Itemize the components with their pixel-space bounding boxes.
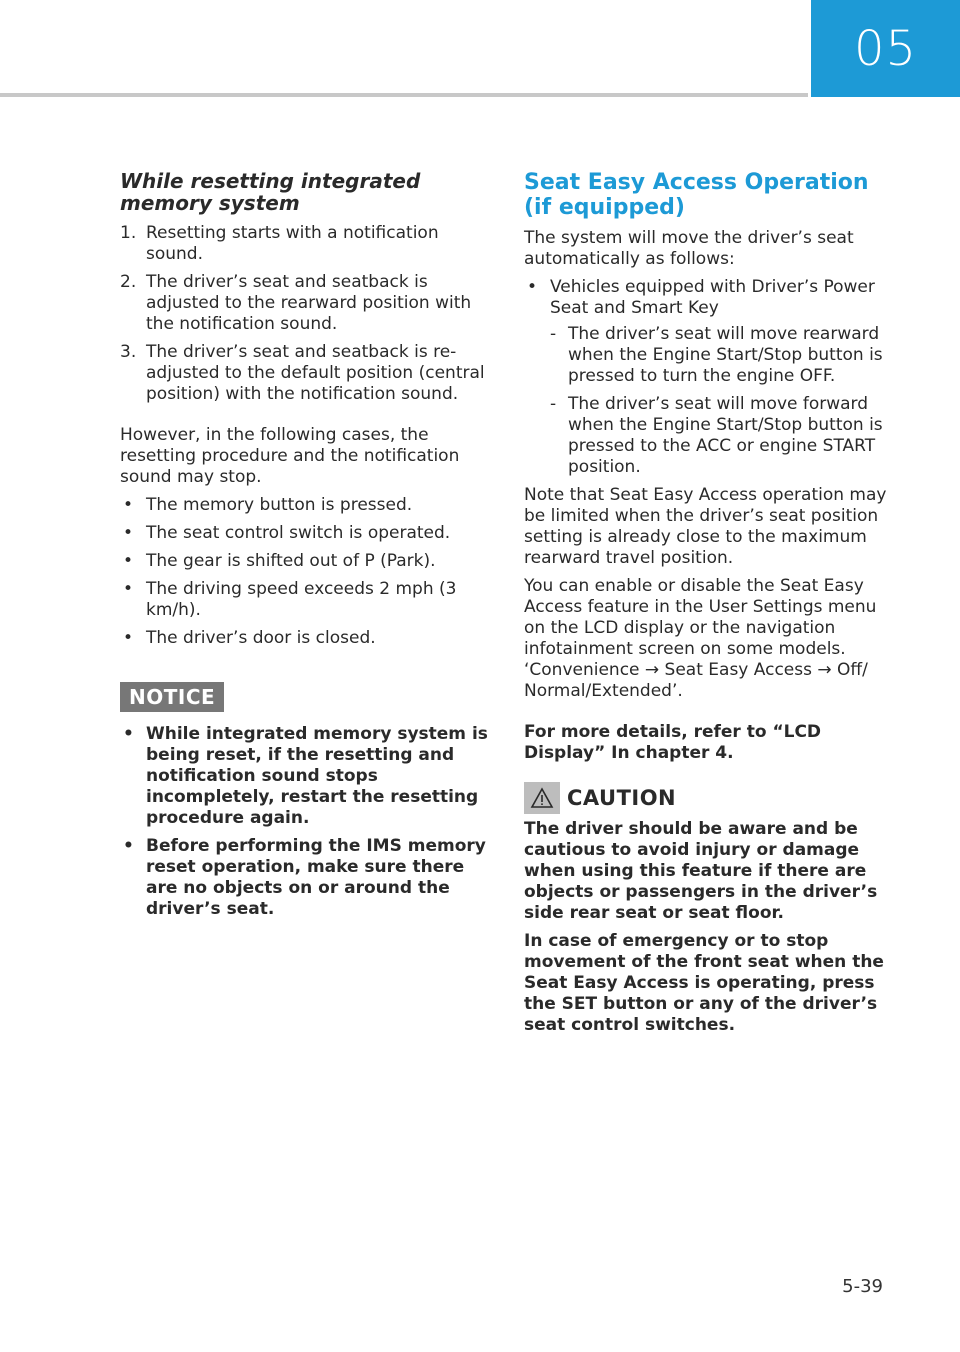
list-item: • Before performing the IMS memory reset operation, make sure there are no objects on or around the driver’s seat.: [123, 836, 486, 919]
step-text: The driver’s seat and seatback is adjusted to the rearward position with the notification sound.: [146, 272, 472, 334]
bullet-icon: •: [123, 836, 134, 856]
step-text: Resetting starts with a notification sound.: [146, 223, 439, 264]
list-item: • Vehicles equipped with Driver’s Power Seat and Smart Key - The driver’s seat will move rearward when the Engine Start/Stop button is pressed to turn the engine OFF. - The driver’s seat will move forward when the Engine Start/Stop button is pressed to the ACC or engine START position.: [524, 277, 892, 478]
reset-steps-list: [120, 223, 488, 405]
bullet-icon: •: [123, 551, 134, 571]
list-item: • The driver’s door is closed.: [123, 628, 376, 648]
caution-title: CAUTION: [567, 786, 677, 810]
bullet-icon: •: [123, 724, 134, 744]
easy-access-sublist: [550, 324, 892, 478]
list-item: - The driver’s seat will move forward when the Engine Start/Stop button is pressed to the ACC or engine START position.: [550, 394, 883, 477]
right-column: [524, 170, 892, 1043]
header-rule: [0, 93, 808, 97]
chapter-tab: 05: [811, 0, 960, 97]
bullet-icon: •: [123, 523, 134, 543]
lcd-display-reference: For more details, refer to “LCD Display” In chapter 4.: [524, 722, 822, 763]
stop-cases-intro: However, in the following cases, the resetting procedure and the notification sound may stop.: [120, 425, 460, 487]
caution-paragraph: In case of emergency or to stop movement of the front seat when the Seat Easy Access is operating, press the SET button or any of the driver’s seat control switches.: [524, 931, 884, 1035]
dash-icon: -: [550, 324, 557, 344]
list-item: • While integrated memory system is being reset, if the resetting and notification sound stops incompletely, restart the resetting procedure again.: [123, 724, 488, 828]
bullet-icon: •: [123, 495, 134, 515]
bullet-icon: •: [123, 628, 134, 648]
caution-paragraph: The driver should be aware and be cautious to avoid injury or damage when using this feature if there are objects or passengers in the driver’s side rear seat or seat floor.: [524, 819, 878, 923]
warning-triangle-icon: [524, 782, 560, 814]
easy-access-note: Note that Seat Easy Access operation may be limited when the driver’s seat position setting is already close to the maximum rearward travel position.: [524, 485, 887, 568]
list-item: • The memory button is pressed.: [123, 495, 413, 515]
stop-cases-list: [120, 495, 488, 649]
list-item: • The driving speed exceeds 2 mph (3 km/h).: [123, 579, 457, 620]
list-item: [120, 342, 488, 405]
easy-access-intro: The system will move the driver’s seat automatically as follows:: [524, 228, 854, 269]
seat-easy-access-heading: Seat Easy Access Operation (if equipped): [524, 170, 869, 220]
caution-header: [524, 782, 892, 814]
easy-access-list: [524, 277, 892, 478]
list-item: - The driver’s seat will move rearward when the Engine Start/Stop button is pressed to turn the engine OFF.: [550, 324, 883, 386]
ims-reset-heading: While resetting integrated memory system: [120, 169, 421, 215]
step-number: 2.: [120, 272, 137, 292]
list-item: • The seat control switch is operated.: [123, 523, 451, 543]
step-number: 3.: [120, 342, 137, 362]
notice-badge: NOTICE: [120, 682, 224, 712]
list-item: [120, 223, 488, 265]
list-item: [120, 272, 488, 335]
bullet-icon: •: [527, 277, 538, 297]
dash-icon: -: [550, 394, 557, 414]
easy-access-settings: You can enable or disable the Seat Easy Access feature in the User Settings menu on the LCD display or the navigation infotainment screen on some models. ‘Convenience → Seat Easy Access → Off/ Normal/Extended’.: [524, 576, 877, 701]
notice-list: [120, 724, 488, 920]
page-number: 5-39: [842, 1276, 883, 1297]
left-column: [120, 170, 488, 927]
step-text: The driver’s seat and seatback is re-adjusted to the default position (central position) with the notification sound.: [146, 342, 485, 404]
list-item: • The gear is shifted out of P (Park).: [123, 551, 436, 571]
bullet-icon: •: [123, 579, 134, 599]
step-number: 1.: [120, 223, 137, 243]
